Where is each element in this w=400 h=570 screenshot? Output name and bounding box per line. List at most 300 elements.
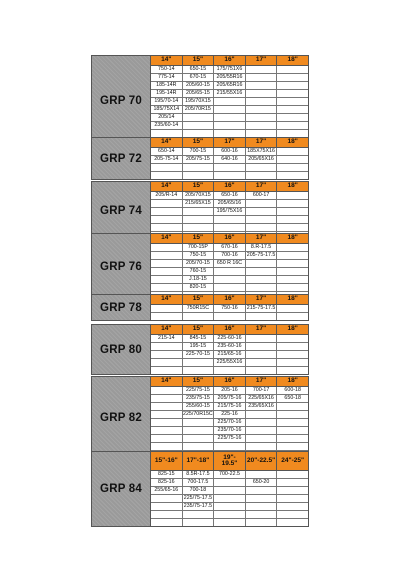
- table-cell: [277, 260, 308, 267]
- table-cell: [277, 335, 308, 342]
- table-row: [151, 216, 308, 224]
- table-cell: J.18-15: [183, 276, 215, 283]
- table-cell: [246, 411, 278, 418]
- header-cell: 18": [287, 138, 298, 146]
- group-label: GRP 76: [92, 234, 151, 299]
- header-row: [151, 234, 308, 244]
- table-row: [151, 335, 308, 343]
- header-cell: 17": [246, 377, 278, 386]
- table-cell: [277, 367, 308, 374]
- table-row: [151, 443, 308, 451]
- header-cell: 16": [214, 377, 246, 386]
- header-cell: 18": [287, 295, 298, 303]
- group-table-grp-70: [91, 55, 309, 146]
- table-cell: [151, 343, 183, 350]
- table-cell: 225/75-16: [214, 435, 246, 442]
- table-cell: [246, 511, 278, 518]
- header-cell: 16": [214, 325, 246, 334]
- table-cell: 8.5R-17.5: [183, 471, 215, 478]
- table-cell: 700-15: [183, 148, 215, 155]
- table-cell: [183, 435, 215, 442]
- table-row: [151, 82, 308, 90]
- table-cell: [214, 487, 246, 494]
- group-label: GRP 74: [92, 182, 151, 239]
- table-cell: [214, 130, 246, 137]
- table-cell: [246, 351, 278, 358]
- table-cell: [277, 148, 308, 155]
- table-cell: 700-17.5: [183, 479, 215, 486]
- table-cell: [246, 268, 278, 275]
- table-cell: 760-15: [183, 268, 215, 275]
- table-cell: 195/75X16: [214, 208, 246, 215]
- table-cell: [277, 74, 308, 81]
- table-cell: 205/R-14: [151, 192, 183, 199]
- table-cell: 600-17: [246, 192, 278, 199]
- table-cell: 670-15: [183, 74, 215, 81]
- table-cell: [151, 208, 183, 215]
- table-cell: 700-17: [246, 387, 278, 394]
- table-cell: [277, 359, 308, 366]
- group-table-grp-84: [91, 451, 309, 527]
- table-cell: [214, 98, 246, 105]
- header-cell: 18": [287, 377, 298, 385]
- header-cell: 17": [246, 182, 278, 191]
- table-cell: [246, 172, 278, 179]
- table-row: [151, 403, 308, 411]
- table-cell: [277, 427, 308, 434]
- table-cell: 235/65X16: [246, 403, 278, 410]
- header-cell: 15": [183, 295, 215, 304]
- table-cell: [151, 367, 183, 374]
- table-cell: [183, 427, 215, 434]
- table-cell: 600-16: [214, 148, 246, 155]
- table-cell: [277, 106, 308, 113]
- table-cell: [151, 268, 183, 275]
- table-cell: [214, 519, 246, 526]
- table-cell: 185-14R: [151, 82, 183, 89]
- table-cell: 225/75-15: [183, 387, 215, 394]
- table-cell: [277, 443, 308, 450]
- table-cell: [277, 208, 308, 215]
- header-cell: 18": [287, 182, 298, 190]
- group-table-grp-74: [91, 181, 309, 240]
- table-row: [151, 200, 308, 208]
- table-cell: [277, 519, 308, 526]
- table-cell: [151, 395, 183, 402]
- table-cell: 750-14: [151, 66, 183, 73]
- table-cell: 195/70X15: [183, 98, 215, 105]
- table-cell: 700-22.5: [214, 471, 246, 478]
- group-table-grp-82: [91, 376, 309, 459]
- table-cell: [151, 443, 183, 450]
- table-cell: [246, 122, 278, 129]
- table-cell: [183, 216, 215, 223]
- table-cell: 205-75-17.5: [246, 252, 278, 259]
- table-cell: [277, 98, 308, 105]
- table-cell: [214, 367, 246, 374]
- table-cell: [183, 419, 215, 426]
- group-label: GRP 70: [92, 56, 151, 145]
- header-cell: 18": [287, 56, 298, 64]
- table-cell: 235/60-14: [151, 122, 183, 129]
- table-cell: [277, 172, 308, 179]
- table-cell: 225/70R15C: [183, 411, 213, 417]
- table-row: [151, 427, 308, 435]
- table-row: [151, 148, 308, 156]
- table-cell: [183, 511, 215, 518]
- table-cell: [214, 114, 246, 121]
- table-cell: 650-20: [246, 479, 278, 486]
- table-cell: [246, 208, 278, 215]
- table-cell: [151, 224, 183, 231]
- table-cell: [277, 90, 308, 97]
- table-cell: 775-14: [151, 74, 183, 81]
- table-cell: 205/60-15: [183, 82, 215, 89]
- header-cell: 14": [151, 295, 183, 304]
- table-row: [151, 172, 308, 179]
- table-cell: 225/65X16: [246, 395, 278, 402]
- header-cell: 14": [151, 138, 183, 147]
- table-row: [151, 268, 308, 276]
- table-cell: [246, 90, 278, 97]
- table-row: [151, 224, 308, 232]
- group-label: GRP 80: [92, 325, 151, 374]
- table-row: [151, 98, 308, 106]
- table-cell: [183, 208, 215, 215]
- table-cell: 205/65X16: [246, 156, 278, 163]
- group-label: GRP 82: [92, 377, 151, 458]
- table-cell: 845-15: [183, 335, 215, 342]
- table-row: [151, 122, 308, 130]
- table-cell: [151, 419, 183, 426]
- size-table: [151, 295, 308, 320]
- table-row: [151, 395, 308, 403]
- header-cell: 17": [246, 56, 278, 65]
- table-cell: [151, 511, 183, 518]
- table-cell: [214, 503, 246, 510]
- table-cell: 205/55R16: [214, 74, 246, 81]
- table-cell: [277, 313, 308, 320]
- table-cell: 215-14: [151, 335, 183, 342]
- group-table-grp-76: [91, 233, 309, 300]
- table-cell: [151, 284, 183, 291]
- table-cell: 650-15: [183, 66, 215, 73]
- table-cell: [277, 403, 308, 410]
- size-table: [151, 325, 308, 374]
- table-cell: [277, 284, 308, 291]
- table-cell: [277, 156, 308, 163]
- table-cell: 205/70R15: [183, 106, 215, 113]
- table-cell: [246, 216, 278, 223]
- table-cell: 700-18: [183, 487, 215, 494]
- table-cell: [183, 114, 215, 121]
- table-cell: [246, 260, 278, 267]
- table-cell: [183, 367, 215, 374]
- table-cell: [183, 443, 215, 450]
- table-cell: [214, 106, 246, 113]
- header-cell: 15": [183, 234, 215, 243]
- table-cell: 650-14: [151, 148, 183, 155]
- header-cell: 14": [151, 377, 183, 386]
- table-cell: [277, 130, 308, 137]
- table-cell: [183, 122, 215, 129]
- table-cell: [277, 164, 308, 171]
- header-cell: 15": [183, 138, 215, 147]
- table-cell: [151, 164, 183, 171]
- header-cell: 17": [246, 138, 278, 147]
- table-cell: [277, 252, 308, 259]
- table-cell: 215-75-17.5: [246, 305, 278, 312]
- header-row: [151, 138, 308, 148]
- table-cell: [246, 359, 278, 366]
- table-cell: 225-16: [214, 411, 246, 418]
- table-cell: [183, 313, 215, 320]
- table-row: [151, 519, 308, 526]
- table-cell: [183, 224, 215, 231]
- table-cell: [214, 268, 246, 275]
- table-row: [151, 419, 308, 427]
- header-cell: 20"-22.5": [246, 452, 278, 470]
- table-cell: 650-16: [214, 192, 246, 199]
- table-cell: 195-15: [183, 343, 215, 350]
- header-row: [151, 56, 308, 66]
- table-cell: 205/14: [151, 114, 183, 121]
- header-row: [151, 182, 308, 192]
- table-cell: [151, 305, 183, 312]
- header-cell: 15"-16": [151, 452, 183, 470]
- header-cell: 17": [214, 138, 246, 147]
- size-table: [151, 56, 308, 145]
- table-cell: [183, 164, 215, 171]
- table-row: [151, 192, 308, 200]
- table-cell: [151, 403, 183, 410]
- table-cell: [277, 511, 308, 518]
- table-cell: [214, 284, 246, 291]
- table-row: [151, 74, 308, 82]
- table-cell: [183, 172, 215, 179]
- table-cell: [214, 164, 246, 171]
- table-cell: [277, 114, 308, 121]
- table-cell: [151, 503, 183, 510]
- table-cell: 640-16: [214, 156, 246, 163]
- table-cell: [151, 411, 183, 418]
- table-cell: 175/751X6: [214, 66, 246, 73]
- table-row: [151, 208, 308, 216]
- table-cell: [277, 192, 308, 199]
- table-cell: 700-15P: [183, 244, 215, 251]
- table-cell: [277, 82, 308, 89]
- table-cell: [214, 511, 246, 518]
- table-cell: [151, 252, 183, 259]
- table-cell: [151, 495, 183, 502]
- table-cell: [277, 411, 308, 418]
- table-cell: 205/70-15: [183, 260, 215, 267]
- table-cell: [151, 276, 183, 283]
- table-cell: 225-60-16: [214, 335, 246, 342]
- table-cell: 185X75X16: [246, 148, 278, 155]
- table-cell: 205/75-16: [214, 395, 246, 402]
- table-cell: [246, 443, 278, 450]
- table-cell: [277, 503, 308, 510]
- table-row: [151, 164, 308, 172]
- table-cell: [246, 284, 278, 291]
- table-cell: 215/75-16: [214, 403, 246, 410]
- header-cell: 17": [246, 234, 278, 243]
- table-cell: [277, 122, 308, 129]
- table-cell: 235/75-17.5: [183, 503, 215, 510]
- table-row: [151, 305, 308, 313]
- table-cell: [246, 487, 278, 494]
- header-row: [151, 325, 308, 335]
- header-cell: 15": [183, 377, 215, 386]
- table-cell: [246, 435, 278, 442]
- header-row: [151, 452, 308, 471]
- header-cell: 14": [151, 56, 183, 65]
- table-cell: 600-18: [284, 387, 301, 393]
- table-cell: [277, 435, 308, 442]
- size-table: [151, 234, 308, 299]
- table-cell: [246, 519, 278, 526]
- table-cell: [277, 419, 308, 426]
- table-cell: [214, 495, 246, 502]
- table-row: [151, 276, 308, 284]
- table-cell: [246, 419, 278, 426]
- table-cell: [246, 471, 278, 478]
- table-cell: [246, 74, 278, 81]
- table-cell: 235/75-15: [183, 395, 215, 402]
- header-cell: 14": [151, 325, 183, 334]
- table-cell: 215/65-16: [214, 351, 246, 358]
- table-cell: [214, 479, 246, 486]
- table-row: [151, 260, 308, 268]
- header-cell: 24"-25": [281, 456, 305, 464]
- table-row: [151, 471, 308, 479]
- table-row: [151, 367, 308, 374]
- table-cell: [151, 200, 183, 207]
- size-table: [151, 377, 308, 458]
- header-row: [151, 377, 308, 387]
- table-cell: 205/65-15: [183, 90, 215, 97]
- header-cell: 15": [183, 182, 215, 191]
- table-row: [151, 90, 308, 98]
- table-row: [151, 511, 308, 519]
- table-cell: 225/55X16: [214, 359, 246, 366]
- table-cell: 825-16: [151, 479, 183, 486]
- table-cell: [277, 66, 308, 73]
- table-row: [151, 387, 308, 395]
- table-cell: [151, 387, 183, 394]
- table-cell: [277, 479, 308, 486]
- header-cell: 19"- 19.5": [214, 452, 246, 470]
- table-cell: 235-60-16: [214, 343, 246, 350]
- table-cell: 215/55X16: [214, 90, 246, 97]
- table-cell: [246, 427, 278, 434]
- size-table: [151, 452, 308, 526]
- header-cell: 17": [246, 295, 278, 304]
- table-cell: [277, 216, 308, 223]
- table-row: [151, 351, 308, 359]
- table-cell: 750-16: [214, 305, 246, 312]
- table-cell: [183, 519, 215, 526]
- table-cell: 8.R-17.5: [246, 244, 278, 251]
- table-row: [151, 244, 308, 252]
- header-cell: 18": [287, 325, 298, 333]
- table-cell: 205-16: [214, 387, 246, 394]
- table-cell: [277, 244, 308, 251]
- table-cell: 225/75-17.5: [183, 495, 215, 502]
- header-cell: 16": [214, 234, 246, 243]
- table-cell: 235/70-16: [214, 427, 246, 434]
- table-cell: [246, 224, 278, 231]
- table-cell: 205/65R16: [214, 82, 246, 89]
- table-cell: 205-75-14: [151, 156, 183, 163]
- table-cell: 700-16: [214, 252, 246, 259]
- table-cell: [277, 487, 308, 494]
- table-cell: 750-15: [183, 252, 215, 259]
- table-cell: [246, 114, 278, 121]
- table-cell: [151, 313, 183, 320]
- group-table-grp-78: [91, 294, 309, 321]
- table-cell: [277, 305, 308, 312]
- table-cell: [151, 435, 183, 442]
- table-row: [151, 495, 308, 503]
- header-cell: 16": [214, 182, 246, 191]
- table-cell: [151, 351, 183, 358]
- group-table-grp-80: [91, 324, 309, 375]
- table-cell: [151, 260, 183, 267]
- table-cell: [277, 495, 308, 502]
- table-cell: [246, 130, 278, 137]
- table-cell: [214, 172, 246, 179]
- table-cell: [214, 313, 246, 320]
- header-cell: 18": [287, 234, 298, 242]
- table-row: [151, 411, 308, 419]
- table-cell: 255/65-16: [151, 487, 183, 494]
- table-cell: [214, 443, 246, 450]
- table-row: [151, 343, 308, 351]
- table-row: [151, 479, 308, 487]
- table-cell: [151, 519, 183, 526]
- table-cell: [246, 503, 278, 510]
- table-cell: [214, 122, 246, 129]
- table-cell: [183, 359, 215, 366]
- group-label: GRP 72: [92, 138, 151, 179]
- table-cell: 185/75X14: [151, 106, 183, 113]
- table-cell: [246, 66, 278, 73]
- group-label: GRP 84: [92, 452, 151, 526]
- table-cell: [214, 216, 246, 223]
- table-cell: 255/60-15: [183, 403, 215, 410]
- table-cell: 195-14R: [151, 90, 183, 97]
- table-cell: [246, 98, 278, 105]
- table-cell: [246, 106, 278, 113]
- table-cell: [277, 343, 308, 350]
- table-cell: [151, 172, 183, 179]
- table-cell: 820-15: [183, 284, 215, 291]
- table-cell: 225-70-15: [183, 351, 215, 358]
- table-cell: [277, 351, 308, 358]
- table-cell: 750R15C: [183, 305, 215, 312]
- table-cell: [246, 82, 278, 89]
- table-cell: [183, 130, 215, 137]
- table-cell: [246, 200, 278, 207]
- table-cell: [246, 276, 278, 283]
- size-table: [151, 138, 308, 179]
- table-cell: [277, 200, 308, 207]
- table-cell: 670-16: [214, 244, 246, 251]
- table-row: [151, 487, 308, 495]
- table-row: [151, 284, 308, 292]
